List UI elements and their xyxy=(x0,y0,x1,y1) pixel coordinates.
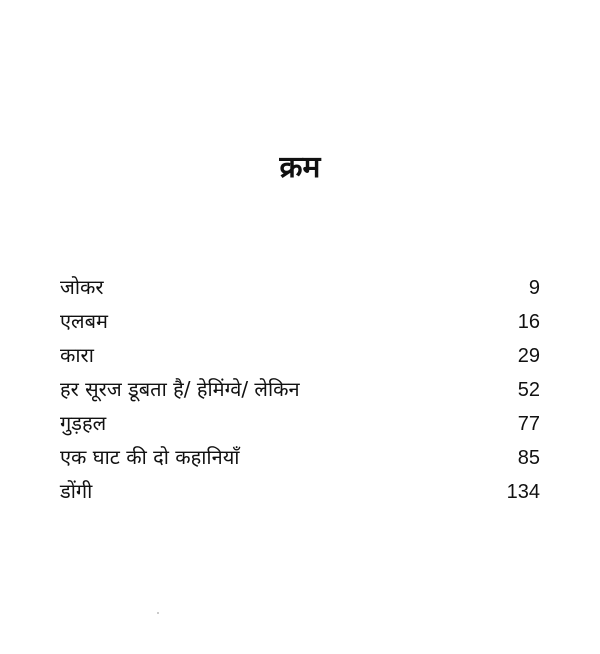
toc-entry-page: 9 xyxy=(528,277,540,299)
page-title: क्रम xyxy=(279,150,321,185)
toc-entry-page: 77 xyxy=(517,413,540,435)
toc-entry-title: जोकर xyxy=(60,275,104,299)
toc-entry xyxy=(60,440,540,474)
toc-entry xyxy=(60,474,540,508)
toc-entry-title: एक घाट की दो कहानियाँ xyxy=(60,445,240,469)
toc-entry-title: हर सूरज डूबता है/ हेमिंग्वे/ लेकिन xyxy=(60,377,300,401)
toc-entry-page: 134 xyxy=(506,481,540,503)
toc-entry xyxy=(60,270,540,304)
toc-entry-page: 29 xyxy=(517,345,540,367)
toc-entry-title: एलबम xyxy=(60,309,108,333)
scan-speck xyxy=(157,612,159,614)
toc-entry-page: 85 xyxy=(517,447,540,469)
toc-entry-page: 16 xyxy=(517,311,540,333)
toc-entry-page: 52 xyxy=(517,379,540,401)
toc-entry xyxy=(60,338,540,372)
toc-entry xyxy=(60,406,540,440)
toc-entry-title: गुड़हल xyxy=(60,411,107,435)
toc-entry xyxy=(60,304,540,338)
toc-entry xyxy=(60,372,540,406)
toc-entry-title: डोंगी xyxy=(60,479,93,503)
toc-entry-title: कारा xyxy=(60,343,94,367)
table-of-contents xyxy=(60,270,540,508)
